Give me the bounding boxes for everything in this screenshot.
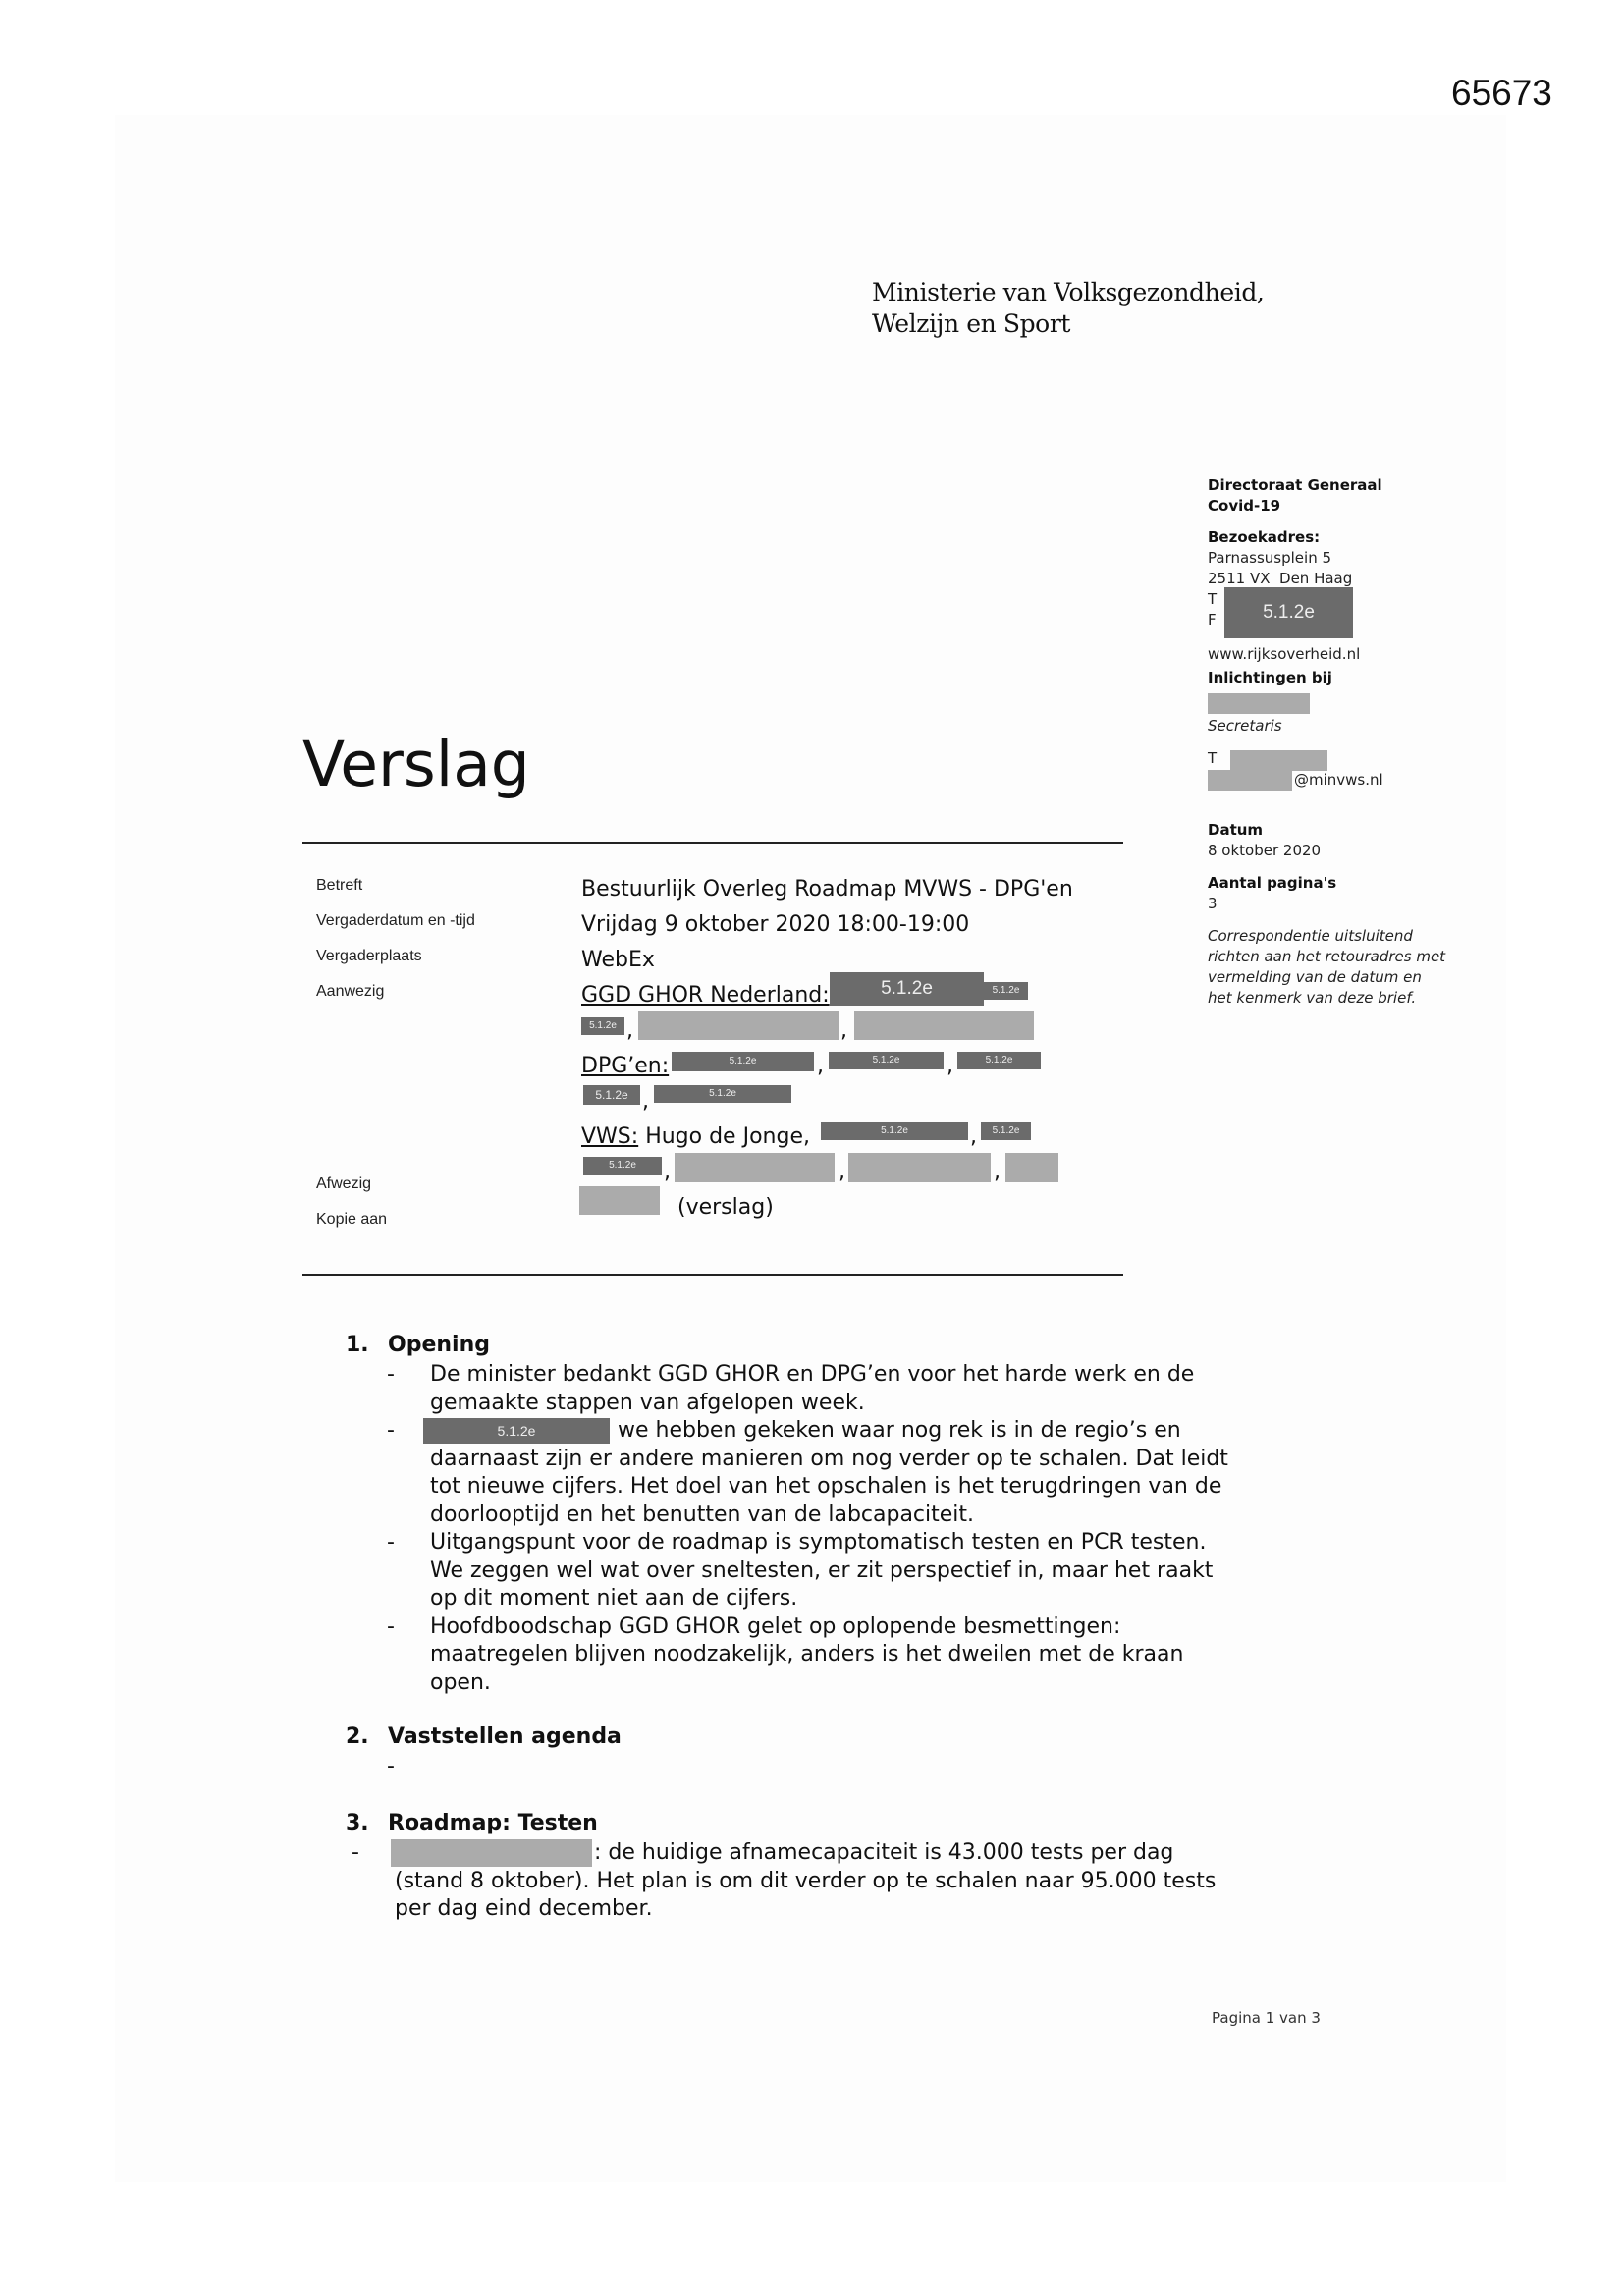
datetime-value: Vrijdag 9 oktober 2020 18:00-19:00	[581, 912, 970, 937]
redaction-box	[1230, 750, 1327, 771]
divider-bottom	[302, 1274, 1123, 1276]
info-label: Inlichtingen bij	[1208, 669, 1332, 686]
visit-address-label: Bezoekadres:	[1208, 528, 1321, 546]
date-label: Datum	[1208, 821, 1264, 839]
page-indicator: Pagina 1 van 3	[1212, 2009, 1321, 2027]
fax-letter: F	[1208, 611, 1217, 629]
label-absent: Afwezig	[316, 1175, 372, 1192]
redaction-box: 5.1.2e	[583, 1085, 640, 1105]
minutes-note: (verslag)	[677, 1195, 774, 1220]
sender-sidebar	[1208, 475, 1502, 1009]
minutes-body	[346, 1332, 1229, 1924]
correspondence-note: Correspondentie uitsluitend richten aan het retouradres met vermelding van de datum en het kenmerk van deze brief.	[1208, 927, 1446, 1007]
ministry-line-1: Ministerie van Volksgezondheid,	[872, 278, 1265, 306]
list-item: -	[387, 1754, 395, 1778]
date-value: 8 oktober 2020	[1208, 842, 1322, 859]
dpg-label: DPG’en:	[581, 1054, 670, 1078]
redaction-box	[1208, 693, 1310, 714]
redaction-box: 5.1.2e	[957, 1052, 1041, 1069]
redaction-box	[391, 1839, 592, 1867]
section-heading: 2. Vaststellen agenda	[346, 1724, 622, 1749]
present-ggd-line	[581, 978, 1131, 1013]
label-copy: Kopie aan	[316, 1211, 388, 1228]
meta-values	[581, 872, 1131, 1226]
redaction-box	[1208, 770, 1292, 791]
document-number: 65673	[1451, 73, 1552, 113]
redaction-box	[848, 1153, 991, 1182]
website-link[interactable]: www.rijksoverheid.nl	[1208, 645, 1361, 663]
redaction-box: 5.1.2e	[1224, 587, 1353, 638]
document-title: Verslag	[302, 729, 530, 800]
phone-fax-block	[1208, 589, 1502, 630]
vws-label: VWS:	[581, 1124, 639, 1149]
present-minutes-line	[581, 1190, 1131, 1226]
redaction-box: 5.1.2e	[821, 1122, 968, 1140]
list-item: - Hoofdboodschap GGD GHOR gelet op oplopende besmettingen: maatregelen blijven noodzakelijk, anders is het dweilen met de kraan open.	[387, 1613, 1184, 1695]
redaction-box	[854, 1011, 1034, 1040]
list-item: - Uitgangspunt voor de roadmap is symptomatisch testen en PCR testen. We zeggen wel wat over sneltesten, er zit perspectief in, maar het raakt op dit moment niet aan de cijfers.	[387, 1530, 1214, 1611]
phone-letter: T	[1208, 590, 1218, 608]
section-heading: 1. Opening	[346, 1333, 490, 1357]
place-value: WebEx	[581, 948, 655, 972]
redaction-box: 5.1.2e	[654, 1085, 791, 1103]
redaction-box: 5.1.2e	[981, 1122, 1031, 1140]
role: Secretaris	[1208, 717, 1282, 735]
redaction-box: 5.1.2e	[583, 1157, 662, 1175]
redaction-box	[579, 1186, 660, 1215]
redaction-box: 5.1.2e	[984, 982, 1028, 1000]
present-vws-line: VWS: Hugo de Jonge, 5.1.2e , 5.1.2e	[581, 1120, 1131, 1155]
list-item: - De minister bedankt GGD GHOR en DPG’en voor het harde werk en de gemaakte stappen van afgelopen week.	[387, 1362, 1195, 1415]
label-datetime: Vergaderdatum en -tijd	[316, 912, 475, 929]
email-suffix: @minvws.nl	[1294, 771, 1383, 789]
redaction-box	[638, 1011, 839, 1040]
vws-named-attendee: Hugo de Jonge,	[645, 1124, 810, 1149]
street: Parnassusplein 5	[1208, 549, 1332, 567]
directorate-line-1: Directoraat Generaal	[1208, 476, 1382, 494]
redaction-box: 5.1.2e	[830, 972, 984, 1006]
list-item: - : de huidige afnamecapaciteit is 43.000 tests per dag (stand 8 oktober). Het plan is om dit verder op te schalen naar 95.000 tests per dag eind december.	[352, 1840, 1217, 1921]
present-dpg-line: DPG’en: 5.1.2e , 5.1.2e , 5.1.2e	[581, 1049, 1131, 1084]
ggd-label: GGD GHOR Nederland:	[581, 983, 830, 1008]
postal-city: 2511 VX Den Haag	[1208, 570, 1353, 587]
present-vws-line-2: 5.1.2e , , ,	[581, 1155, 1131, 1190]
directorate-line-2: Covid-19	[1208, 497, 1281, 515]
ministry-line-2: Welzijn en Sport	[872, 309, 1071, 338]
list-item: - 5.1.2e we hebben gekeken waar nog rek is in de regio’s en daarnaast zijn er andere manieren om nog verder op te schalen. Dat leidt tot nieuwe cijfers. Het doel van het opschalen is het terugdringen van de doorlooptijd en het benutten van de labcapaciteit.	[387, 1418, 1228, 1527]
present-dpg-line-2: 5.1.2e , 5.1.2e	[581, 1084, 1131, 1120]
section-heading: 3. Roadmap: Testen	[346, 1811, 598, 1835]
label-present: Aanwezig	[316, 983, 385, 1000]
redaction-box: 5.1.2e	[581, 1017, 624, 1035]
subject-value: Bestuurlijk Overleg Roadmap MVWS - DPG'en	[581, 877, 1073, 902]
label-place: Vergaderplaats	[316, 948, 422, 964]
label-subject: Betreft	[316, 877, 363, 894]
contact-phone-letter: T	[1208, 749, 1218, 767]
redaction-box	[675, 1153, 835, 1182]
redaction-box: 5.1.2e	[423, 1418, 610, 1444]
present-ggd-line-2: 5.1.2e , ,	[581, 1013, 1131, 1049]
redaction-box	[1005, 1153, 1058, 1182]
redaction-box: 5.1.2e	[829, 1052, 944, 1069]
divider-top	[302, 842, 1123, 844]
pages-label: Aantal pagina's	[1208, 874, 1337, 892]
redaction-box: 5.1.2e	[672, 1052, 814, 1071]
pages-value: 3	[1208, 895, 1218, 912]
ministry-logo-text	[872, 277, 1264, 340]
